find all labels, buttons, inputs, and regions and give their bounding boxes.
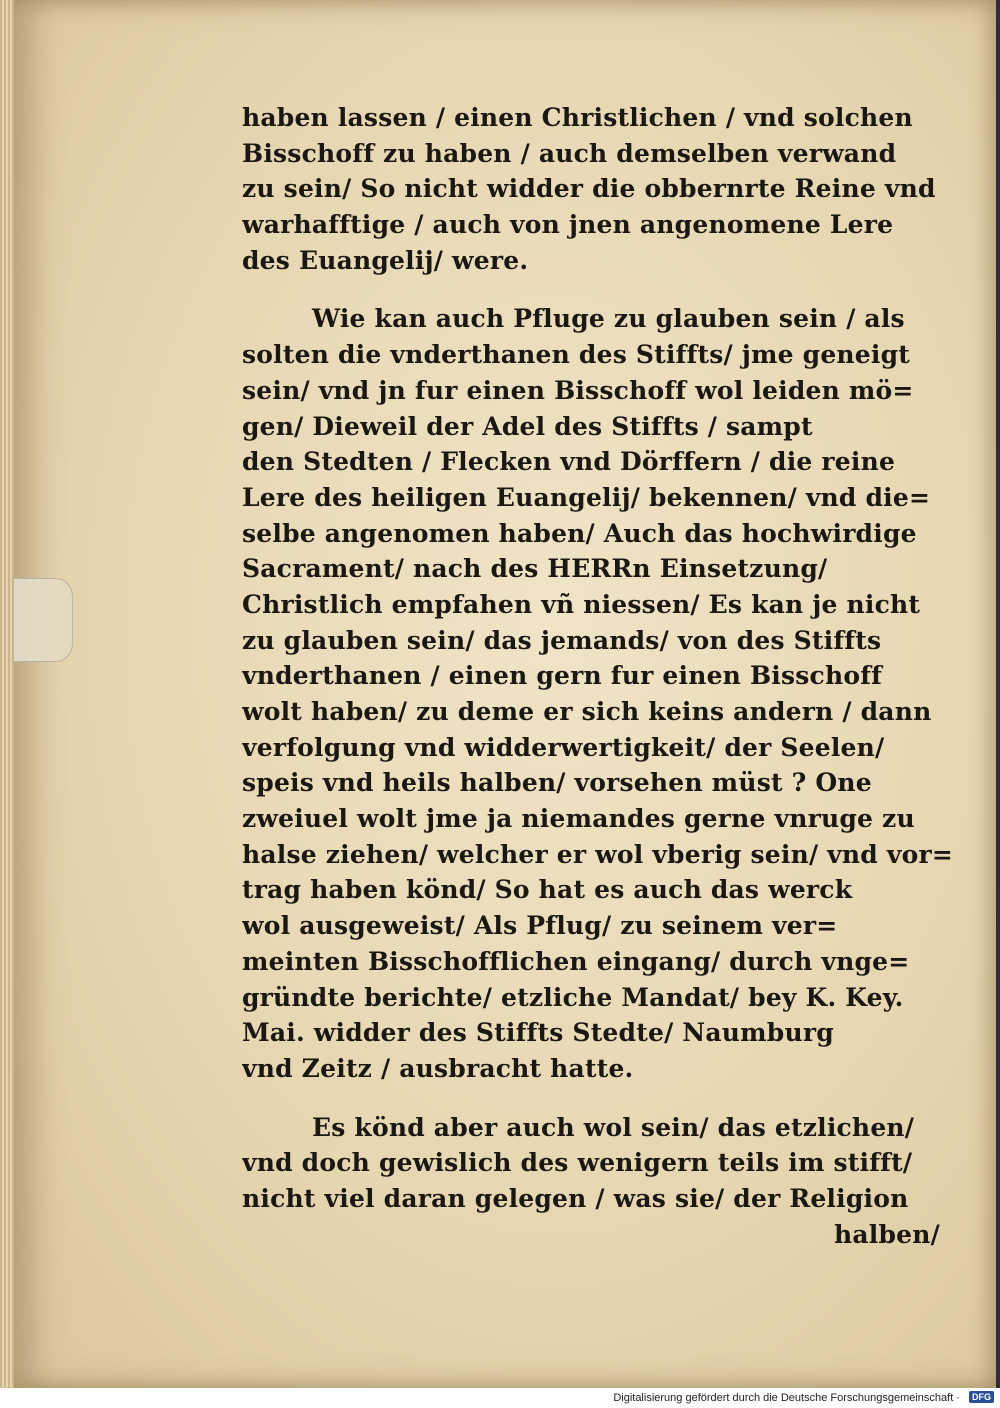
text-line: verfolgung vnd widderwertigkeit/ der Seelen/ — [242, 732, 885, 762]
book-page — [14, 0, 998, 1388]
text-line: vnderthanen / einen gern fur einen Bisschoff — [242, 661, 883, 691]
text-line: sein/ vnd jn fur einen Bisschoff wol leiden mö= — [242, 375, 914, 405]
text-line: zu glauben sein/ das jemands/ von des Stiffts — [242, 625, 882, 655]
text-line: Christlich empfahen vñ niessen/ Es kan je nicht — [242, 589, 921, 619]
catchword: halben/ — [834, 1219, 940, 1249]
body-text — [242, 100, 954, 1252]
text-line: Es könd aber auch wol sein/ das etzlichen/ — [312, 1112, 915, 1142]
text-line: Lere des heiligen Euangelij/ bekennen/ vnd die= — [242, 482, 931, 512]
funding-notice: Digitalisierung gefördert durch die Deutsche Forschungsgemeinschaft · — [613, 1392, 960, 1404]
text-line: Wie kan auch Pfluge zu glauben sein / als — [312, 304, 905, 334]
text-line: warhafftige / auch von jnen angenomene Lere — [242, 210, 894, 240]
footer-bar — [0, 1388, 1000, 1408]
text-line: Bisschoff zu haben / auch demselben verwand — [242, 138, 897, 168]
text-line: haben lassen / einen Christlichen / vnd solchen — [242, 103, 913, 132]
text-line: gründte berichte/ etzliche Mandat/ bey K. Key. — [242, 982, 904, 1012]
text-line: vnd doch gewislich des wenigern teils im stifft/ — [242, 1148, 913, 1178]
page-edges — [0, 0, 14, 1388]
text-line: solten die vnderthanen des Stiffts/ jme geneigt — [242, 340, 911, 370]
text-line: wolt haben/ zu deme er sich keins andern / dann — [242, 697, 932, 726]
text-line: zu sein/ So nicht widder die obbernrte Reine vnd — [242, 174, 936, 204]
text-line: den Stedten / Flecken vnd Dörffern / die reine — [242, 447, 896, 477]
paragraph-gap — [242, 278, 954, 301]
text-line: selbe angenomen haben/ Auch das hochwirdige — [242, 518, 917, 548]
binding-clip — [14, 578, 73, 662]
text-line: nicht viel daran gelegen / was sie/ der Religion — [242, 1183, 909, 1213]
text-line: speis vnd heils halben/ vorsehen müst ? One — [242, 768, 872, 798]
text-line: des Euangelij/ were. — [242, 245, 529, 275]
text-line: vnd Zeitz / ausbracht hatte. — [242, 1053, 634, 1083]
text-line: gen/ Dieweil der Adel des Stiffts / sampt — [242, 411, 813, 441]
text-line: zweiuel wolt jme ja niemandes gerne vnruge zu — [242, 804, 915, 834]
text-line: trag haben könd/ So hat es auch das werck — [242, 875, 853, 905]
text-line: wol ausgeweist/ Als Pflug/ zu seinem ver= — [242, 911, 838, 941]
paragraph-gap — [242, 1087, 954, 1110]
dfg-logo: DFG — [969, 1391, 994, 1403]
text-line: Mai. widder des Stiffts Stedte/ Naumburg — [242, 1018, 834, 1048]
text-line: halse ziehen/ welcher er wol vberig sein/ vnd vor= — [242, 839, 953, 869]
text-line: Sacrament/ nach des HERRn Einsetzung/ — [242, 554, 828, 584]
text-line: meinten Bisschofflichen eingang/ durch vnge= — [242, 946, 910, 976]
scan-border — [996, 0, 1000, 1388]
